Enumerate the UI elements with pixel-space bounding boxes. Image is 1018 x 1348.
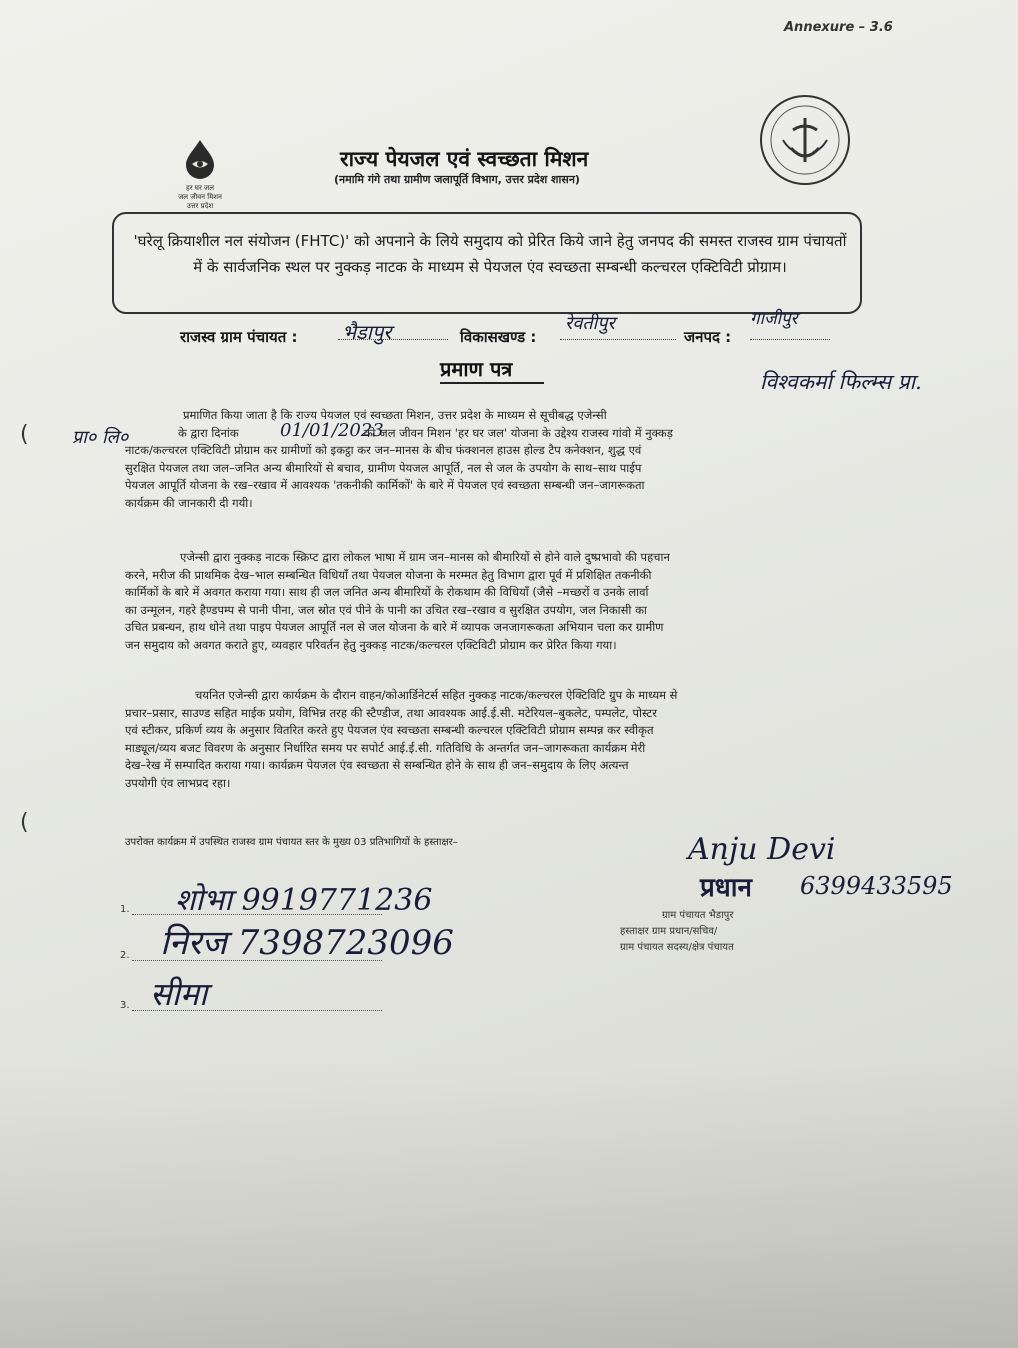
district-line bbox=[750, 339, 830, 340]
district-value: गाजीपुर bbox=[750, 309, 798, 329]
district-label: जनपद : bbox=[684, 328, 732, 346]
block-value: रेवतीपुर bbox=[565, 313, 615, 334]
p1-line: सुरक्षित पेयजल तथा जल–जनित अन्य बीमारियों से बचाव, ग्रामीण पेयजल आपूर्ति, नल से जल के उपयोग के साथ–साथ पाईप bbox=[125, 460, 642, 475]
logo-line1: हर घर जल bbox=[186, 184, 214, 192]
paragraph-1 bbox=[125, 408, 880, 514]
p3-line: माड्यूल/व्यय बजट विवरण के अनुसार निर्धारित समय पर सपोर्ट आई.ई.सी. गतिविधि के अन्तर्गत जन–जागरूकता कार्यक्रम मेरी bbox=[125, 740, 646, 755]
har-ghar-jal-logo bbox=[160, 138, 240, 211]
p2-line: एजेन्सी द्वारा नुक्कड़ नाटक स्क्रिप्ट द्वारा लोकल भाषा में ग्राम जन–मानस को बीमारियों से होने वाले दुष्प्रभावो की पहचान bbox=[180, 550, 670, 564]
p1-line: पेयजल आपूर्ति योजना के रख–रखाव में आवश्यक 'तकनीकी कार्मिकों' के बारे में पेयजल एवं स्वच्छता सम्बन्धी जन–जागरूकता bbox=[125, 478, 645, 493]
paragraph-3 bbox=[125, 688, 880, 794]
pradhan-phone: 6399433595 bbox=[800, 872, 953, 900]
p3-line: देख–रेख में सम्पादित कराया गया। कार्यक्रम पेयजल एंव स्वच्छता से सम्बन्धित होने के साथ ही जन–समुदाय के लिए अत्यन्त bbox=[125, 758, 629, 773]
participant-number: 2. bbox=[120, 950, 130, 961]
pradhan-signature: Anju Devi bbox=[688, 832, 836, 867]
logo-line3: उत्तर प्रदेश bbox=[186, 202, 214, 210]
p1-line: नाटक/कल्चरल एक्टिविटी प्रोग्राम कर ग्रामीणों को इकट्ठा कर जन–मानस के बीच फंक्शनल हाउस होल्ड टैप कनेक्शन, शुद्ध एवं bbox=[125, 443, 642, 458]
gram-panchayat-value: भैडापुर bbox=[342, 320, 392, 344]
p1-line-2b: को जल जीवन मिशन 'हर घर जल' योजना के उद्देश्य राजस्व गांवो में नुक्कड़ bbox=[363, 425, 673, 440]
p3-line: एवं स्टीकर, प्रकिर्ण व्यय के अनुसार वितरित करते हुए पेयजल एंव स्वच्छता सम्बन्धी कल्चरल एक्टिविटी प्रोग्राम सम्पन्न कर स्वीकृत bbox=[125, 723, 654, 738]
gram-panchayat-label: राजस्व ग्राम पंचायत : bbox=[180, 328, 298, 346]
banner-text: 'घरेलू क्रियाशील नल संयोजन (FHTC)' को अपनाने के लिये समुदाय को प्रेरित किये जाने हेतु जनपद की समस्त राजस्व ग्राम पंचायतों में के सार्वजनिक स्थल पर नुक्कड़ नाटक के माध्यम से पेयजल एंव स्वच्छता सम्बन्धी कल्चरल एक्टिविटी प्रोग्राम। bbox=[133, 232, 847, 276]
water-drop-icon bbox=[178, 138, 222, 180]
paragraph-2 bbox=[125, 550, 880, 656]
annexure-label: Annexure – 3.6 bbox=[784, 20, 893, 35]
stamp-line-1: ग्राम पंचायत भैडापुर bbox=[662, 910, 734, 921]
p1-line-2a: के द्वारा दिनांक bbox=[178, 425, 239, 440]
p2-line: उचित प्रबन्धन, हाथ धोने तथा पाइप पेयजल आपूर्ति नल से जल योजना के बारे में व्यापक जनजागरूकता अभियान चला कर ग्रामीण bbox=[125, 620, 664, 635]
p2-line: का उन्मूलन, गहरे हैण्डपम्प से पानी पीना, जल स्रोत एवं पीने के पानी का उचित रख–रखाव व सुरक्षित उपयोग, जल निकासी का bbox=[125, 602, 647, 617]
p2-line: करने, मरीज की प्राथमिक देख–भाल सम्बन्धित विधियाँ तथा पेयजल योजना के मरम्मत हेतु विभाग द्वारा पूर्व में प्रशिक्षित तकनीकी bbox=[125, 567, 652, 582]
stamp-line-2: हस्ताक्षर ग्राम प्रधान/सचिव/ bbox=[620, 926, 718, 937]
participant-number: 1. bbox=[120, 904, 130, 915]
p3-line: उपयोगी एंव लाभप्रद रहा। bbox=[125, 775, 231, 790]
p2-line: कार्मिकों के बारे में अवगत कराया गया। साथ ही जल जनित अन्य बीमारियों के रोकथाम की विधियाँ (जैसे –मच्छरों व उनके लार्वा bbox=[125, 585, 649, 600]
participant-number: 3. bbox=[120, 1000, 130, 1011]
p1-line: प्रमाणित किया जाता है कि राज्य पेयजल एवं स्वच्छता मिशन, उत्तर प्रदेश के माध्यम से सूचीबद्ध एजेन्सी bbox=[183, 408, 607, 422]
photo-shadow bbox=[0, 1060, 1018, 1348]
logo-line2: जल जीवन मिशन bbox=[178, 193, 222, 201]
participant-1-signature: शोभा 9919771236 bbox=[175, 883, 433, 918]
participant-2-signature: निरज 7398723096 bbox=[160, 923, 454, 963]
agency-handwritten-margin: प्रा० लि० bbox=[72, 427, 129, 448]
participant-3-signature: सीमा bbox=[150, 975, 208, 1013]
agency-handwritten: विश्वकर्मा फिल्म्स प्रा. bbox=[760, 370, 922, 394]
block-label: विकासखण्ड : bbox=[460, 328, 537, 346]
margin-mark: ( bbox=[20, 422, 29, 447]
page-title: राज्य पेयजल एवं स्वच्छता मिशन bbox=[340, 147, 589, 171]
stamp-line-3: ग्राम पंचायत सदस्य/क्षेत्र पंचायत bbox=[620, 942, 734, 953]
signatures-heading: उपरोक्त कार्यक्रम में उपस्थित राजस्व ग्राम पंचायत स्तर के मुख्य 03 प्रतिभागियों के हस्ताक्षर– bbox=[125, 837, 458, 848]
page-subtitle: (नमामि गंगे तथा ग्रामीण जलापूर्ति विभाग, उत्तर प्रदेश शासन) bbox=[334, 173, 580, 186]
p1-line-2 bbox=[125, 426, 880, 444]
p3-line: चयनित एजेन्सी द्वारा कार्यक्रम के दौरान वाहन/कोआर्डिनेटर्स सहित नुक्कड़ नाटक/कल्चरल ऐक्टिविटि ग्रुप के माध्यम से bbox=[195, 688, 678, 702]
signature-stamp bbox=[620, 908, 860, 956]
up-state-emblem bbox=[755, 90, 855, 190]
p3-line: प्रचार–प्रसार, साउण्ड सहित माईक प्रयोग, विभिन्न तरह की स्टैण्डीज, तथा आवश्यक आई.ई.सी. मटेरियल–बुकलेट, पम्पलेट, पोस्टर bbox=[125, 705, 657, 720]
date-handwritten: 01/01/2023 bbox=[280, 420, 384, 441]
p1-line: कार्यक्रम की जानकारी दी गयी। bbox=[125, 495, 253, 510]
margin-mark-2: ( bbox=[20, 810, 29, 835]
p2-line: जन समुदाय को अवगत कराते हुए, व्यवहार परिवर्तन हेतु नुक्कड़ नाटक/कल्चरल एक्टिविटी प्रोग्राम कर प्रेरित किया गया। bbox=[125, 637, 617, 652]
certificate-title: प्रमाण पत्र bbox=[440, 357, 513, 381]
block-line bbox=[560, 339, 676, 340]
program-banner bbox=[112, 212, 862, 314]
certificate-title-underline bbox=[440, 382, 544, 384]
pradhan-title: प्रधान bbox=[700, 873, 752, 903]
